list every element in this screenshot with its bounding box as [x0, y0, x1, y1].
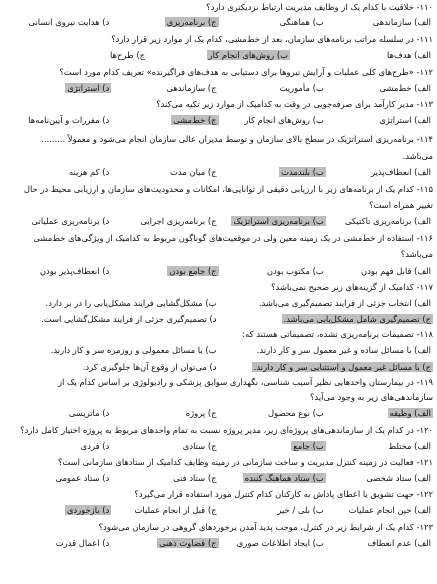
answer-text: د) هدایت نیروی انسانی [28, 17, 110, 27]
answer-text: ب) مشکل‌گشایی فرایند مشکل‌یابی را در بر دارد. [45, 298, 217, 308]
answer-option [219, 115, 326, 126]
answer-text: الف) انتخاب جزئی از فرایند تصمیم‌گیری می‌باشد. [258, 298, 431, 308]
answer-option [4, 362, 219, 373]
highlighted-answer: د) استراتژی [67, 83, 110, 93]
answer-text: الف) قابل فهم بودن [360, 266, 431, 276]
answer-option [326, 473, 433, 484]
question-text: ۱۱۵- کدام یک از برنامه‌های زیر با ارزیابی دقیقی از توانایی‌ها، امکانات و محدودیت‌های سازمان و ارزیابی محیط در حال [23, 184, 433, 194]
answer-text: الف) با مسائل ساده و غیر معمول سر و کار دارند. [256, 345, 431, 355]
answer-option [111, 83, 218, 94]
answer-option [4, 505, 111, 516]
question-stem [4, 233, 433, 244]
question-text: ۱۱۱- در سلسله مراتب برنامه‌های سازمان، بعد از خط‌مشی، کدام یک از موارد زیر قرار دارد؟ [111, 34, 433, 44]
answer-text: الف) انعطاف‌پذیر [371, 167, 431, 177]
answer-option [111, 408, 218, 419]
options-row [4, 538, 433, 549]
question-text: ۱۱۷- کدامیک از گزینه‌های زیر صحیح نمی‌باشد؟ [271, 282, 433, 292]
answer-option [4, 50, 147, 61]
answer-option [326, 266, 433, 277]
question-text: ۱۲۲- جهت تشویق یا اعطای پاداش به کارکنان کدام کنترل مورد استفاده قرار می‌گیرد؟ [134, 489, 433, 499]
answer-option [4, 345, 219, 356]
answer-option [326, 115, 433, 126]
answer-text: د) انعطاف‌پذیر بودن [39, 266, 110, 276]
answer-option [4, 115, 111, 126]
options-row [4, 345, 433, 356]
highlighted-answer: ب) بلندمدت [281, 167, 324, 177]
answer-option [111, 115, 218, 126]
answer-text: الف) هدف‌ها [387, 50, 431, 60]
options-row [4, 298, 433, 309]
highlighted-answer: ج) با مسائل غیر معمول و استثنایی سر و کار دارند. [253, 362, 431, 372]
answer-option [147, 50, 290, 61]
answer-text: ب) روش‌های انجام کار [244, 115, 324, 125]
answer-text: د) مقررات و آیین‌نامه‌ها [28, 115, 110, 125]
answer-text: ج) میان مدت [170, 167, 217, 177]
answer-option [326, 505, 433, 516]
answer-option [219, 167, 326, 178]
question-stem [4, 184, 433, 195]
question-stem [4, 329, 433, 340]
question-text: ۱۲۰- در کدام یک از سازماندهی‌های پروژه‌ای زیر، مدیر پروژه نسبت به تمام واحدهای مربوط به پروژه اختیار کامل دارد؟ [20, 425, 433, 435]
options-row [4, 314, 433, 325]
answer-option [4, 408, 111, 419]
answer-option [4, 441, 111, 452]
question-text: ۱۲۱- فعالیت در زمینه کنترل مدیریت و ساخت سازمانی در زمینه وظایف کدامیک از ستادهای سازمانی است؟ [57, 457, 433, 467]
answer-text: ج) طرح‌ها [110, 50, 145, 60]
answer-option [219, 314, 434, 325]
question-stem [4, 34, 433, 45]
question-text: ۱۱۳- مدیر کارآمد برای صرفه‌جویی در وقت به کدامیک از موارد زیر تکیه می‌کند؟ [156, 99, 433, 109]
answer-text: الف) حین انجام عملیات [348, 505, 431, 515]
answer-text: ب) ایجاد اطلاعات صوری [236, 538, 324, 548]
answer-option [219, 345, 434, 356]
answer-option [219, 473, 326, 484]
answer-option [326, 538, 433, 549]
answer-option [326, 17, 433, 28]
question-text: ۱۲۳- کدام یک از شرایط زیر در کنترل، موجب پدید آمدن برخوردهای گروهی در سازمان می‌شود؟ [98, 522, 433, 532]
answer-option [111, 538, 218, 549]
answer-text: ب) مکتوب بودن [266, 266, 324, 276]
options-row [4, 115, 433, 126]
answer-text: د) می‌توان از وقوع آن‌ها جلوگیری کرد. [82, 362, 217, 372]
answer-text: الف) عدم انعطاف [367, 538, 431, 548]
question-stem [4, 67, 433, 78]
highlighted-answer: ب) جامع [293, 441, 324, 451]
answer-option [111, 216, 218, 227]
answer-option [219, 362, 434, 373]
answer-text: الف) سازماندهی [372, 17, 431, 27]
answer-option [219, 298, 434, 309]
answer-text: ب) هماهنگی [279, 17, 324, 27]
question-text: ۱۱۶- استفاده از خط‌مشی در یک زمینه معین ولی در موقعیت‌های گوناگون مربوط به کدامیک از ویژگی‌های خط‌مشی [33, 233, 433, 243]
highlighted-answer: ج) قضاوت ذهنی [159, 538, 217, 548]
answer-text: د) کم هزینه [68, 167, 110, 177]
answer-text: الف) برنامه‌ریزی تاکتیکی [344, 216, 431, 226]
answer-text: د) اعمال قدرت [55, 538, 110, 548]
question-text: ۱۱۹- در بیمارستان واحدهایی نظیر آسیب شناسی، نگهداری سوابق پزشکی و رادیولوژی بر اساس کدام یک از [57, 377, 433, 387]
answer-option [219, 216, 326, 227]
answer-text: د) تصمیم‌گیری جزئی از فرایند مشکل‌گشایی است. [41, 314, 217, 324]
answer-text: الف) ستاد شخصی [366, 473, 431, 483]
options-row [4, 441, 433, 452]
question-stem [4, 2, 433, 13]
answer-option [290, 50, 433, 61]
answer-option [4, 314, 219, 325]
answer-option [111, 441, 218, 452]
answer-option [4, 473, 111, 484]
answer-text: ب) مأموریت [279, 83, 324, 93]
answer-option [219, 505, 326, 516]
highlighted-answer: ب) روش‌های انجام کار [208, 50, 288, 60]
answer-text: د) فردی [80, 441, 110, 451]
answer-option [4, 216, 111, 227]
answer-text: د) برنامه‌ریزی عملیاتی [31, 216, 110, 226]
answer-option [219, 408, 326, 419]
options-row [4, 50, 433, 61]
answer-text: ج) پروژه [185, 408, 217, 418]
highlighted-answer: ج) برنامه‌ریزی [166, 17, 217, 27]
question-stem [4, 489, 433, 500]
options-row [4, 266, 433, 277]
highlighted-answer: ج) تصمیم‌گیری شامل مشکل‌یابی می‌باشد. [283, 314, 431, 324]
options-row [4, 408, 433, 419]
question-stem [4, 425, 433, 436]
answer-option [219, 538, 326, 549]
options-row [4, 17, 433, 28]
question-stem [4, 200, 433, 211]
question-stem [4, 249, 433, 260]
answer-option [219, 266, 326, 277]
answer-option [326, 83, 433, 94]
answer-text: ب) نوع محصول [268, 408, 324, 418]
question-stem [4, 392, 433, 403]
answer-text: ب) بلی / خیر [277, 505, 324, 515]
answer-option [219, 83, 326, 94]
answer-option [4, 266, 111, 277]
answer-text: ج) قبل از انجام عملیات [134, 505, 217, 515]
answer-option [4, 298, 219, 309]
answer-option [111, 266, 218, 277]
answer-option [4, 17, 111, 28]
answer-text: الف) خط‌مشی [379, 83, 431, 93]
options-row [4, 473, 433, 484]
question-stem [4, 134, 433, 145]
answer-option [4, 538, 111, 549]
options-row [4, 216, 433, 227]
question-stem [4, 457, 433, 468]
answer-option [326, 216, 433, 227]
answer-option [111, 17, 218, 28]
question-text: ۱۱۸- تصمیمات برنامه‌ریزی نشده، تصمیماتی هستند که: [242, 329, 433, 339]
question-text: ۱۱۰- خلاقیت با کدام یک از وظایف مدیریت ارتباط نزدیکتری دارد؟ [206, 2, 433, 12]
question-text: ۱۱۲- «طرح‌های کلی عملیات و آرایش نیروها برای دستیابی به هدف‌های فراگیرنده» تعریف کدام مورد است؟ [59, 67, 433, 77]
question-text: ۱۱۴- برنامه‌ریزی استراتژیک در سطح بالای سازمان و توسط مدیران عالی سازمان انجام می‌شود و معمولاً ......... [41, 134, 433, 144]
highlighted-answer: ج) جامع بودن [169, 266, 217, 276]
highlighted-answer: الف) وظیفه [389, 408, 431, 418]
answer-text: د) ماتریسی [68, 408, 110, 418]
answer-option [219, 17, 326, 28]
question-stem [4, 282, 433, 293]
options-row [4, 362, 433, 373]
options-row [4, 167, 433, 178]
answer-option [326, 408, 433, 419]
options-row [4, 505, 433, 516]
answer-text: د) ستاد عمومی [55, 473, 110, 483]
answer-text: ج) ستاد فنی [173, 473, 217, 483]
answer-text: ج) ستادی [182, 441, 217, 451]
answer-option [4, 167, 111, 178]
highlighted-answer: د) بازخوردی [66, 505, 110, 515]
question-text: تغییر همراه است؟ [369, 200, 433, 210]
options-row [4, 83, 433, 94]
question-stem [4, 522, 433, 533]
question-text: سازماندهی‌های زیر به وجود می‌آید؟ [309, 392, 433, 402]
answer-text: ب) با مسائل معمولی و روزمره سر و کار دارند. [50, 345, 217, 355]
answer-text: الف) مختلط [388, 441, 431, 451]
question-stem [4, 99, 433, 110]
highlighted-answer: ج) خط‌مشی [173, 115, 217, 125]
answer-text: ج) برنامه‌ریزی اجرایی [140, 216, 217, 226]
question-text: می‌باشد. [402, 151, 433, 161]
highlighted-answer: ب) ستاد هماهنگ کننده [244, 473, 324, 483]
answer-option [326, 167, 433, 178]
answer-option [111, 167, 218, 178]
question-stem [4, 151, 433, 162]
question-stem [4, 377, 433, 388]
answer-option [4, 83, 111, 94]
answer-option [219, 441, 326, 452]
highlighted-answer: ب) برنامه‌ریزی استراتژیک [233, 216, 324, 226]
answer-option [111, 473, 218, 484]
question-text: می‌باشد؟ [400, 249, 433, 259]
answer-option [111, 505, 218, 516]
answer-text: الف) استراتژی [379, 115, 431, 125]
answer-option [326, 441, 433, 452]
answer-text: ج) سازماندهی [166, 83, 217, 93]
